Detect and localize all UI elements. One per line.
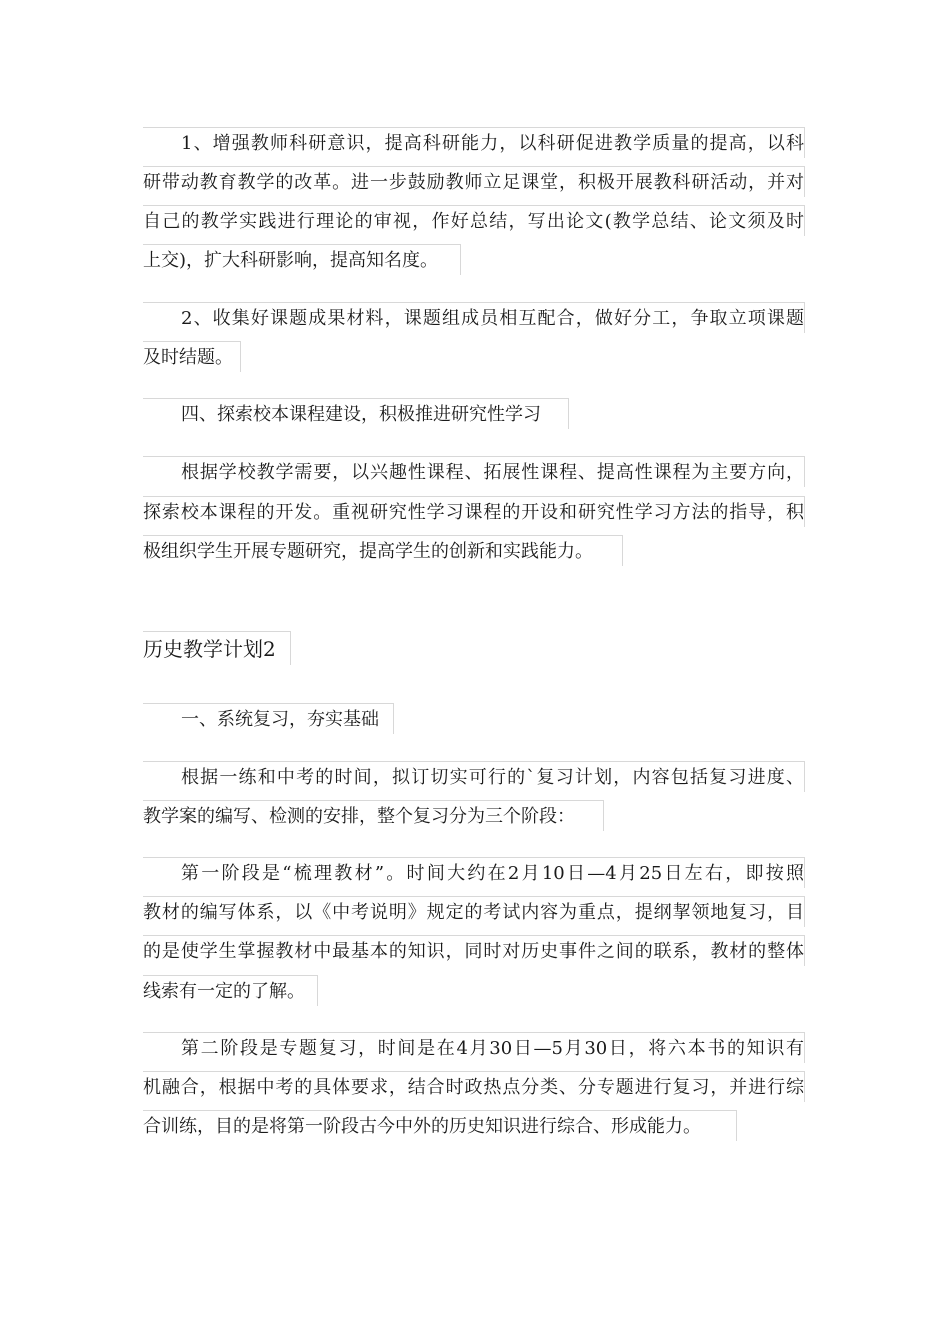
paragraph-7-line-3: 的是使学生掌握教材中最基本的知识，同时对历史事件之间的联系，教材的整体 (143, 935, 805, 966)
paragraph-4-line-2: 探索校本课程的开发。重视研究性学习课程的开设和研究性学习方法的指导，积 (143, 496, 805, 527)
paragraph-7-line-1: 第一阶段是“梳理教材”。时间大约在2月10日—4月25日左右，即按照 (143, 857, 805, 888)
paragraph-6-line-1: 根据一练和中考的时间，拟订切实可行的`复习计划，内容包括复习进度、 (143, 761, 805, 792)
subsection-heading-4: 四、探索校本课程建设，积极推进研究性学习 (143, 398, 569, 429)
paragraph-6-line-2: 教学案的编写、检测的安排，整个复习分为三个阶段： (143, 800, 604, 831)
paragraph-8-line-3: 合训练，目的是将第一阶段古今中外的历史知识进行综合、形成能力。 (143, 1110, 737, 1141)
paragraph-7-line-2: 教材的编写体系，以《中考说明》规定的考试内容为重点，提纲挈领地复习，目 (143, 896, 805, 927)
paragraph-8-line-1: 第二阶段是专题复习，时间是在4月30日—5月30日，将六本书的知识有 (143, 1032, 805, 1063)
paragraph-4-line-1: 根据学校教学需要，以兴趣性课程、拓展性课程、提高性课程为主要方向， (143, 456, 805, 487)
paragraph-1-line-3: 自己的教学实践进行理论的审视，作好总结，写出论文(教学总结、论文须及时 (143, 205, 805, 236)
paragraph-7-line-4: 线索有一定的了解。 (143, 975, 318, 1006)
paragraph-2-line-2: 及时结题。 (143, 341, 241, 372)
paragraph-1-line-1: 1、增强教师科研意识，提高科研能力，以科研促进教学质量的提高，以科 (143, 127, 805, 158)
paragraph-8-line-2: 机融合，根据中考的具体要求，结合时政热点分类、分专题进行复习，并进行综 (143, 1071, 805, 1102)
section-title: 历史教学计划2 (143, 631, 291, 665)
subsection-heading-1: 一、系统复习，夯实基础 (143, 703, 394, 734)
paragraph-1-line-4: 上交)，扩大科研影响，提高知名度。 (143, 244, 461, 275)
paragraph-1-line-2: 研带动教育教学的改革。进一步鼓励教师立足课堂，积极开展教科研活动，并对 (143, 166, 805, 197)
paragraph-2-line-1: 2、收集好课题成果材料，课题组成员相互配合，做好分工，争取立项课题 (143, 302, 805, 333)
paragraph-4-line-3: 极组织学生开展专题研究，提高学生的创新和实践能力。 (143, 535, 623, 566)
